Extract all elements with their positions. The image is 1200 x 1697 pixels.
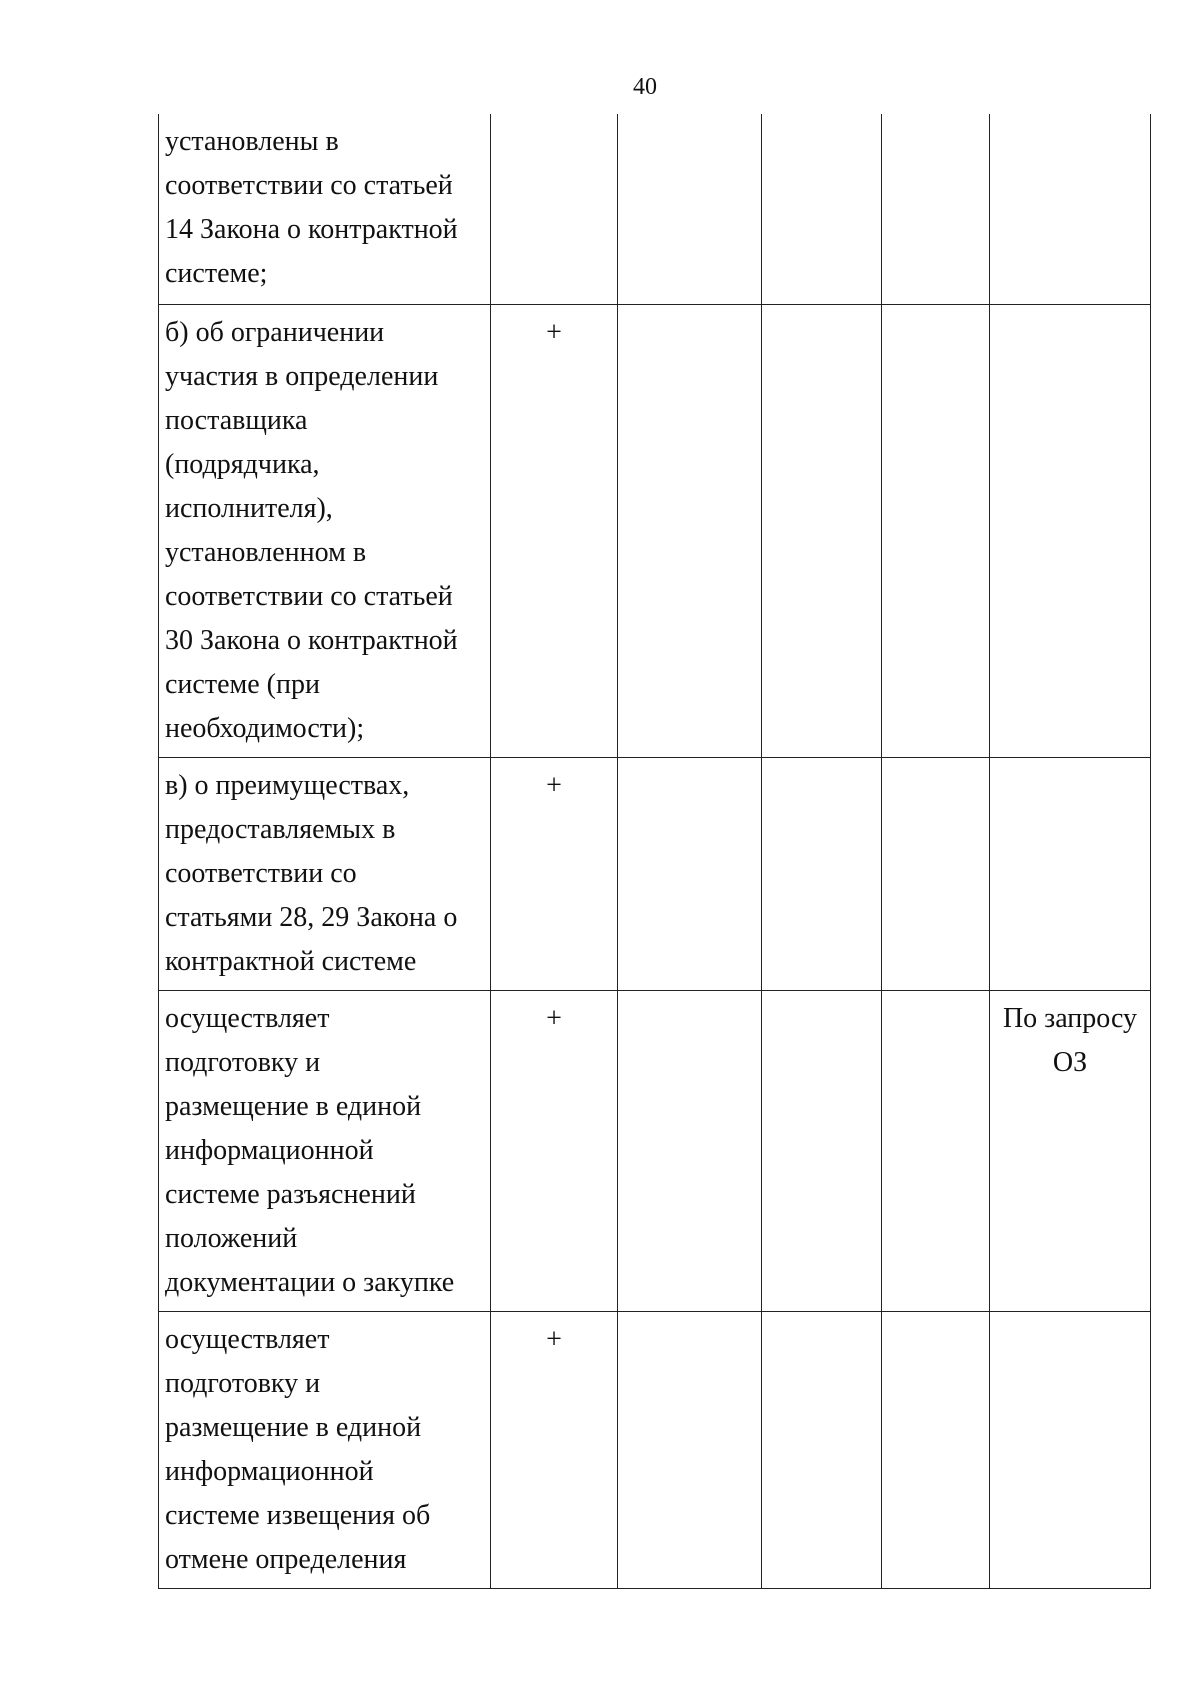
empty-cell xyxy=(762,1311,882,1588)
page-number: 40 xyxy=(633,74,657,100)
row-note xyxy=(990,1311,1151,1588)
participation-mark: + xyxy=(491,1311,618,1588)
empty-cell xyxy=(618,114,762,304)
empty-cell xyxy=(618,304,762,757)
empty-cell xyxy=(618,990,762,1311)
row-description: осуществляет подготовку и размещение в единой информационной системе разъяснений положений документации о закупке xyxy=(159,990,491,1311)
empty-cell xyxy=(762,304,882,757)
table-row xyxy=(159,114,1151,304)
empty-cell xyxy=(762,990,882,1311)
empty-cell xyxy=(618,1311,762,1588)
participation-mark: + xyxy=(491,757,618,990)
row-note xyxy=(990,304,1151,757)
participation-mark xyxy=(491,114,618,304)
participation-mark: + xyxy=(491,990,618,1311)
table-row xyxy=(159,304,1151,757)
empty-cell xyxy=(882,114,990,304)
row-description: б) об ограничении участия в определении поставщика (подрядчика, исполнителя), установленном в соответствии со статьей 30 Закона о контрактной системе (при необходимости); xyxy=(159,304,491,757)
row-note xyxy=(990,114,1151,304)
empty-cell xyxy=(618,757,762,990)
empty-cell xyxy=(882,757,990,990)
participation-mark: + xyxy=(491,304,618,757)
empty-cell xyxy=(762,114,882,304)
row-description: установлены в соответствии со статьей 14 Закона о контрактной системе; xyxy=(159,114,491,304)
responsibility-table xyxy=(158,114,1151,1589)
row-description: в) о преимуществах, предоставляемых в соответствии со статьями 28, 29 Закона о контрактной системе xyxy=(159,757,491,990)
row-description: осуществляет подготовку и размещение в единой информационной системе извещения об отмене определения xyxy=(159,1311,491,1588)
table-row xyxy=(159,757,1151,990)
empty-cell xyxy=(882,304,990,757)
table-row xyxy=(159,990,1151,1311)
table-row xyxy=(159,1311,1151,1588)
empty-cell xyxy=(762,757,882,990)
row-note xyxy=(990,757,1151,990)
row-note: По запросу ОЗ xyxy=(990,990,1151,1311)
empty-cell xyxy=(882,1311,990,1588)
empty-cell xyxy=(882,990,990,1311)
